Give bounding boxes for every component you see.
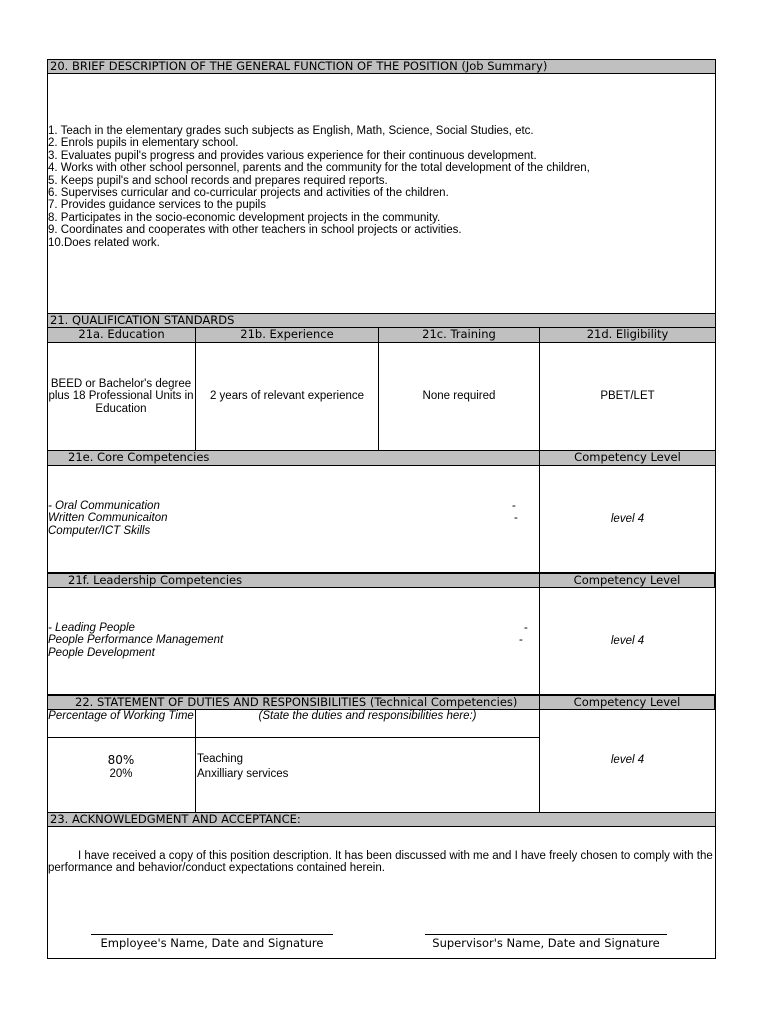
dash: -	[524, 622, 528, 634]
divider	[47, 737, 540, 738]
section-23-header: 23. ACKNOWLEDGMENT AND ACCEPTANCE:	[47, 812, 716, 827]
leadership-competencies-header: 21f. Leadership Competencies	[47, 572, 540, 588]
list-item: People Development	[48, 646, 155, 659]
col-experience-header: 21b. Experience	[195, 327, 379, 343]
education-value: BEED or Bachelor's degree plus 18 Professional Units in Education	[48, 377, 194, 415]
percentage-value: 20%	[109, 768, 133, 780]
core-competencies-list	[48, 500, 528, 537]
job-summary-box	[47, 73, 716, 314]
list-item: - Oral Communication	[48, 500, 160, 512]
list-item: 8. Participates in the socio-economic development projects in the community.	[48, 211, 441, 224]
leadership-competencies-list	[48, 622, 528, 659]
dash: -	[519, 634, 523, 646]
section-20-header: 20. BRIEF DESCRIPTION OF THE GENERAL FUNCTION OF THE POSITION (Job Summary)	[47, 59, 716, 74]
col-training-header: 21c. Training	[378, 327, 540, 343]
list-item: 6. Supervises curricular and co-curricular projects and activities of the children.	[48, 187, 449, 200]
col-eligibility-header: 21d. Eligibility	[539, 327, 716, 343]
duties-level-value: level 4	[610, 754, 645, 767]
list-item: Computer/ICT Skills	[48, 524, 151, 537]
dash: -	[514, 512, 518, 524]
col-duties-header: (State the duties and responsibilities here:)	[258, 710, 477, 722]
core-competencies-header: 21e. Core Competencies	[47, 450, 540, 466]
divider	[195, 709, 196, 813]
col-percentage-header: Percentage of Working Time	[48, 710, 194, 722]
training-value: None required	[422, 390, 496, 403]
list-item: 7. Provides guidance services to the pupils	[48, 199, 266, 212]
section-21-header: 21. QUALIFICATION STANDARDS	[47, 313, 716, 328]
duties-level-header: Competency Level	[539, 694, 716, 710]
list-item: People Performance Management	[48, 634, 224, 647]
list-item: Written Communicaiton	[48, 512, 168, 525]
duty-value: Anxilliary services	[197, 768, 289, 780]
supervisor-signature-line	[425, 934, 667, 935]
job-summary-list	[48, 125, 715, 249]
core-level-value: level 4	[610, 512, 645, 525]
eligibility-value: PBET/LET	[600, 390, 655, 403]
employee-signature-line	[91, 934, 333, 935]
supervisor-signature-label: Supervisor's Name, Date and Signature	[432, 936, 660, 950]
leadership-level-header: Competency Level	[539, 572, 716, 588]
percentage-value: 80%	[107, 753, 135, 767]
leadership-level-value: level 4	[610, 634, 645, 647]
acknowledgment-statement: I have received a copy of this position description. It has been discussed with me and I have freely chosen to comply with the performance and behavior/conduct expectations contained herein.	[48, 850, 713, 875]
experience-value: 2 years of relevant experience	[209, 390, 365, 403]
list-item: - Leading People	[48, 622, 135, 634]
list-item: 2. Enrols pupils in elementary school.	[48, 137, 239, 150]
dash: -	[512, 500, 516, 512]
duty-value: Teaching	[197, 753, 244, 765]
list-item: 10.Does related work.	[48, 236, 160, 249]
list-item: 1. Teach in the elementary grades such subjects as English, Math, Science, Social Studies, etc.	[48, 125, 534, 137]
list-item: 5. Keeps pupil's and school records and prepares required reports.	[48, 174, 388, 187]
section-22-header: 22. STATEMENT OF DUTIES AND RESPONSIBILITIES (Technical Competencies)	[47, 694, 540, 710]
list-item: 3. Evaluates pupil's progress and provides various experience for their continuous development.	[48, 149, 537, 162]
list-item: 9. Coordinates and cooperates with other teachers in school projects or activities.	[48, 224, 462, 237]
list-item: 4. Works with other school personnel, parents and the community for the total development of the children,	[48, 162, 590, 175]
employee-signature-label: Employee's Name, Date and Signature	[100, 936, 324, 950]
core-level-header: Competency Level	[539, 450, 716, 466]
col-education-header: 21a. Education	[47, 327, 196, 343]
